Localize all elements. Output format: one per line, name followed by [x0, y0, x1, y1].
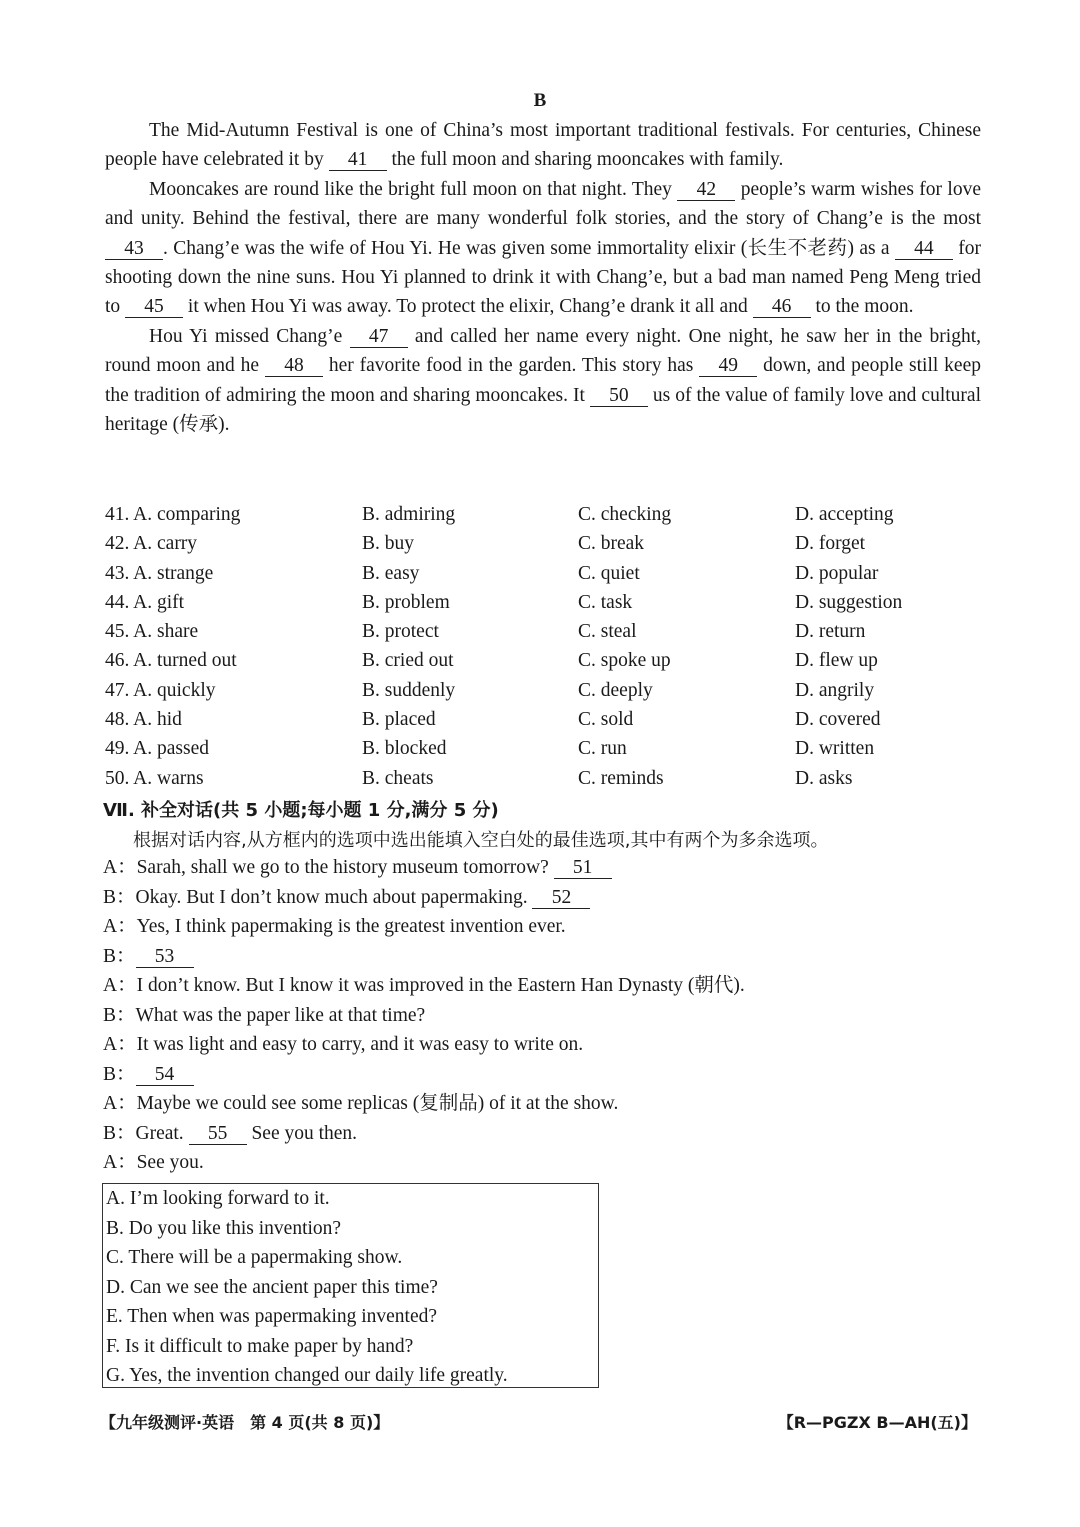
- option-item: 46. A. turned out: [105, 650, 237, 672]
- option-item: 50. A. warns: [105, 767, 204, 789]
- option-item: B. placed: [362, 709, 436, 731]
- text-segment: A：See you.: [103, 1152, 204, 1173]
- footer-right: 【R—PGZX B—AH(五)】: [777, 1413, 977, 1432]
- option-item: B. suddenly: [362, 679, 456, 701]
- option-row: [105, 617, 985, 646]
- text-segment: the full moon and sharing mooncakes with family.: [386, 149, 784, 171]
- option-item: C. sold: [578, 709, 634, 731]
- text-segment: for shooting down the nine suns. Hou Yi planned to drink it with Chang’e, but a bad man named Peng Meng tried to: [105, 237, 981, 318]
- text-segment: Hou Yi missed Chang’e: [149, 325, 350, 347]
- option-item: D. forget: [795, 533, 866, 555]
- text-segment: A：Maybe we could see some replicas (复制品) of it at the show.: [103, 1093, 619, 1114]
- paragraph: [105, 175, 981, 322]
- text-segment: B：: [103, 945, 136, 967]
- answer-blank: 55: [189, 1124, 247, 1145]
- dialog: [103, 853, 983, 1178]
- option-item: B. buy: [362, 533, 415, 555]
- text-segment: The Mid-Autumn Festival is one of China’s most important traditional festivals. For centuries, Chinese people have celebrated it by: [105, 120, 981, 171]
- text-segment: B：Okay. But I don’t know much about papermaking.: [103, 886, 533, 908]
- option-item: C. reminds: [578, 767, 664, 789]
- option-item: C. steal: [578, 621, 637, 643]
- option-item: D. accepting: [795, 504, 894, 525]
- option-item: D. return: [795, 621, 866, 643]
- option-item: 43. A. strange: [105, 562, 214, 584]
- choices-box: [102, 1183, 599, 1388]
- option-item: D. angrily: [795, 679, 875, 701]
- text-segment: B：What was the paper like at that time?: [103, 1004, 426, 1026]
- option-item: B. cheats: [362, 767, 434, 789]
- answer-blank: 51: [554, 858, 612, 879]
- answer-blank: 47: [350, 327, 408, 348]
- option-row: [105, 676, 985, 705]
- answer-blank: 52: [532, 888, 590, 909]
- option-item: B. problem: [362, 591, 450, 613]
- answer-blank: 46: [753, 297, 811, 318]
- dialog-line: [103, 1030, 983, 1060]
- paragraph: [105, 116, 981, 175]
- option-item: C. task: [578, 591, 633, 613]
- option-row: [105, 764, 985, 793]
- dialog-line: [103, 853, 983, 883]
- option-item: C. deeply: [578, 679, 653, 701]
- option-item: B. easy: [362, 562, 420, 584]
- text-segment: us of the value of family love and cultural heritage (传承).: [105, 384, 981, 436]
- text-segment: A：Yes, I think papermaking is the greatest invention ever.: [103, 916, 566, 937]
- option-item: C. quiet: [578, 562, 640, 584]
- option-row: [105, 559, 985, 588]
- choice-item: G. Yes, the invention changed our daily life greatly.: [106, 1365, 508, 1386]
- option-item: C. spoke up: [578, 650, 671, 672]
- text-segment: her favorite food in the garden. This story has: [322, 355, 700, 377]
- text-segment: B：Great.: [103, 1122, 189, 1144]
- text-segment: Mooncakes are round like the bright full moon on that night. They: [149, 178, 678, 200]
- option-item: D. covered: [795, 709, 881, 731]
- text-segment: . Chang’e was the wife of Hou Yi. He was given some immortality elixir (长生不老药) as a: [163, 237, 895, 259]
- dialog-line: [103, 883, 983, 913]
- option-item: 44. A. gift: [105, 591, 185, 613]
- option-item: B. cried out: [362, 650, 454, 672]
- option-row: [105, 529, 985, 558]
- option-item: 47. A. quickly: [105, 679, 216, 701]
- answer-blank: 48: [265, 356, 323, 377]
- answer-blank: 50: [590, 386, 648, 407]
- answer-blank: 45: [125, 297, 183, 318]
- dialog-line: [103, 942, 983, 972]
- option-item: D. asks: [795, 767, 853, 789]
- text-segment: down, and people still keep the tradition of admiring the moon and sharing mooncakes. It: [105, 355, 981, 406]
- text-segment: A：It was light and easy to carry, and it was easy to write on.: [103, 1034, 584, 1055]
- choice-item: E. Then when was papermaking invented?: [106, 1306, 438, 1327]
- option-item: B. admiring: [362, 504, 456, 525]
- option-item: C. checking: [578, 504, 672, 525]
- section-heading: Ⅶ. 补全对话(共 5 小题;每小题 1 分,满分 5 分): [103, 800, 499, 821]
- answer-blank: 54: [136, 1065, 194, 1086]
- options-table: [105, 500, 985, 793]
- option-item: 45. A. share: [105, 621, 199, 643]
- dialog-line: [103, 1001, 983, 1031]
- text-segment: See you then.: [246, 1122, 358, 1144]
- option-row: [105, 588, 985, 617]
- cloze-passage: [105, 116, 981, 439]
- choice-item: C. There will be a papermaking show.: [106, 1247, 403, 1268]
- answer-blank: 41: [329, 150, 387, 171]
- text-segment: it when Hou Yi was away. To protect the elixir, Chang’e drank it all and: [183, 296, 753, 318]
- choice-item: A. I’m looking forward to it.: [106, 1188, 330, 1209]
- choice-item: D. Can we see the ancient paper this time?: [106, 1276, 438, 1298]
- paragraph: [105, 322, 981, 440]
- dialog-line: [103, 1119, 983, 1149]
- text-segment: A：Sarah, shall we go to the history museum tomorrow?: [103, 857, 554, 878]
- choice-item: F. Is it difficult to make paper by hand?: [106, 1335, 414, 1357]
- option-item: D. written: [795, 738, 875, 760]
- option-row: [105, 734, 985, 763]
- option-item: D. suggestion: [795, 591, 903, 613]
- section-title: B: [533, 90, 547, 111]
- option-row: [105, 500, 985, 529]
- option-item: 42. A. carry: [105, 533, 198, 555]
- text-segment: people’s warm wishes for love and unity. Behind the festival, there are many wonderful folk stories, and the story of Chang’e is the most: [105, 178, 981, 230]
- section-instruction: 根据对话内容,从方框内的选项中选出能填入空白处的最佳选项,其中有两个为多余选项。: [133, 830, 829, 851]
- footer-left: 【九年级测评·英语 第 4 页(共 8 页)】: [100, 1413, 390, 1432]
- dialog-line: [103, 912, 983, 942]
- option-item: 41. A. comparing: [105, 504, 241, 525]
- option-item: C. run: [578, 738, 627, 760]
- answer-blank: 43: [105, 239, 163, 260]
- dialog-line: [103, 1089, 983, 1119]
- answer-blank: 42: [677, 180, 735, 201]
- text-segment: B：: [103, 1063, 136, 1085]
- option-item: 48. A. hid: [105, 709, 182, 731]
- option-item: 49. A. passed: [105, 738, 209, 760]
- answer-blank: 44: [895, 239, 953, 260]
- answer-blank: 49: [699, 356, 757, 377]
- answer-blank: 53: [136, 947, 194, 968]
- text-segment: to the moon.: [810, 296, 914, 318]
- option-item: B. protect: [362, 621, 439, 643]
- text-segment: A：I don’t know. But I know it was improved in the Eastern Han Dynasty (朝代).: [103, 975, 745, 996]
- text-segment: and called her name every night. One night, he saw her in the bright, round moon and he: [105, 325, 981, 377]
- option-item: D. flew up: [795, 650, 878, 672]
- dialog-line: [103, 1148, 983, 1178]
- option-item: C. break: [578, 533, 645, 555]
- option-item: B. blocked: [362, 738, 447, 760]
- option-row: [105, 646, 985, 675]
- choice-item: B. Do you like this invention?: [106, 1217, 342, 1239]
- option-row: [105, 705, 985, 734]
- dialog-line: [103, 971, 983, 1001]
- dialog-line: [103, 1060, 983, 1090]
- option-item: D. popular: [795, 562, 879, 584]
